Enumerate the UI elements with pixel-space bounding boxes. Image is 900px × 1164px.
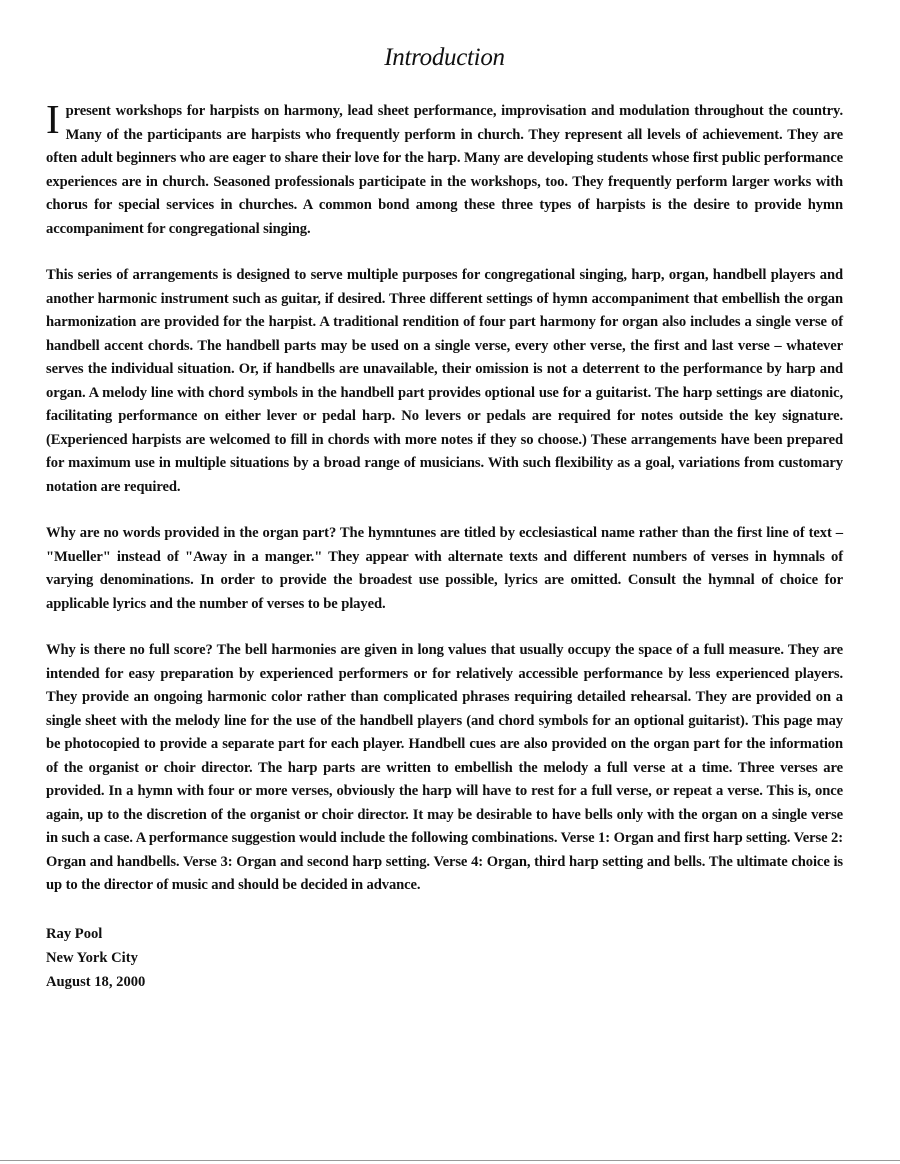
author-name: Ray Pool [46, 925, 103, 942]
author-location: New York City [46, 949, 138, 966]
drop-cap: I [46, 96, 60, 142]
intro-paragraph-3: Why are no words provided in the organ part? The hymntunes are titled by ecclesiastical name rather than the first line of text – "Mueller" instead of "Away in a manger." They appear with alternate texts and different numbers of verses in hymnals of varying denominations. In order to provide the broadest use possible, lyrics are omitted. Consult the hymnal of choice for applicable lyrics and the number of verses to be played. [46, 525, 843, 612]
document-page [46, 44, 843, 994]
intro-paragraph-4: Why is there no full score? The bell harmonies are given in long values that usually occupy the space of a full measure. They are intended for easy preparation by experienced performers or for relatively accessible performance by less experienced players. They provide an ongoing harmonic color rather than complicated phrases requiring detailed rehearsal. They are provided on a single sheet with the melody line for the use of the handbell players (and chord symbols for an optional guitarist). This page may be photocopied to provide a separate part for each player. Handbell cues are also provided on the organ part for the information of the organist or choir director. The harp parts are written to embellish the melody a full verse at a time. Three verses are provided. In a hymn with four or more verses, obviously the harp will have to rest for a full verse, or repeat a verse. This is, once again, up to the discretion of the organist or choir director. It may be desirable to have bells only with the organ on a single verse in such a case. A performance suggestion would include the following combinations. Verse 1: Organ and first harp setting. Verse 2: Organ and handbells. Verse 3: Organ and second harp setting. Verse 4: Organ, third harp setting and bells. The ultimate choice is up to the director of music and should be decided in advance. [46, 642, 843, 893]
page-bottom-edge [0, 1160, 900, 1161]
signature-block [46, 922, 843, 994]
signature-date: August 18, 2000 [46, 973, 146, 990]
intro-paragraph-2: This series of arrangements is designed to serve multiple purposes for congregational singing, harp, organ, handbell players and another harmonic instrument such as guitar, if desired. Three different settings of hymn accompaniment that embellish the organ harmonization are provided for the harpist. A traditional rendition of four part harmony for organ also includes a single verse of handbell accent chords. The handbell parts may be used on a single verse, every other verse, the first and last verse – whatever serves the individual situation. Or, if handbells are unavailable, their omission is not a deterrent to the performance by harp and organ. A melody line with chord symbols in the handbell part provides optional use for a guitarist. The harp settings are diatonic, facilitating performance on either lever or pedal harp. No levers or pedals are required for notes outside the key signature. (Experienced harpists are welcomed to fill in chords with more notes if they so choose.) These arrangements have been prepared for maximum use in multiple situations by a broad range of musicians. With such flexibility as a goal, variations from customary notation are required. [46, 267, 843, 495]
intro-paragraph-1 [46, 96, 843, 241]
paragraph-text: present workshops for harpists on harmony, lead sheet performance, improvisation and modulation throughout the country. Many of the participants are harpists who frequently perform in church. They represent all levels of achievement. They are often adult beginners who are eager to share their love for the harp. Many are developing students whose first public performance experiences are in church. Seasoned professionals participate in the workshops, too. They frequently perform larger works with chorus for special services in churches. A common bond among these three types of harpists is the desire to provide hymn accompaniment for congregational singing. [46, 103, 843, 237]
page-title: Introduction [384, 44, 505, 71]
